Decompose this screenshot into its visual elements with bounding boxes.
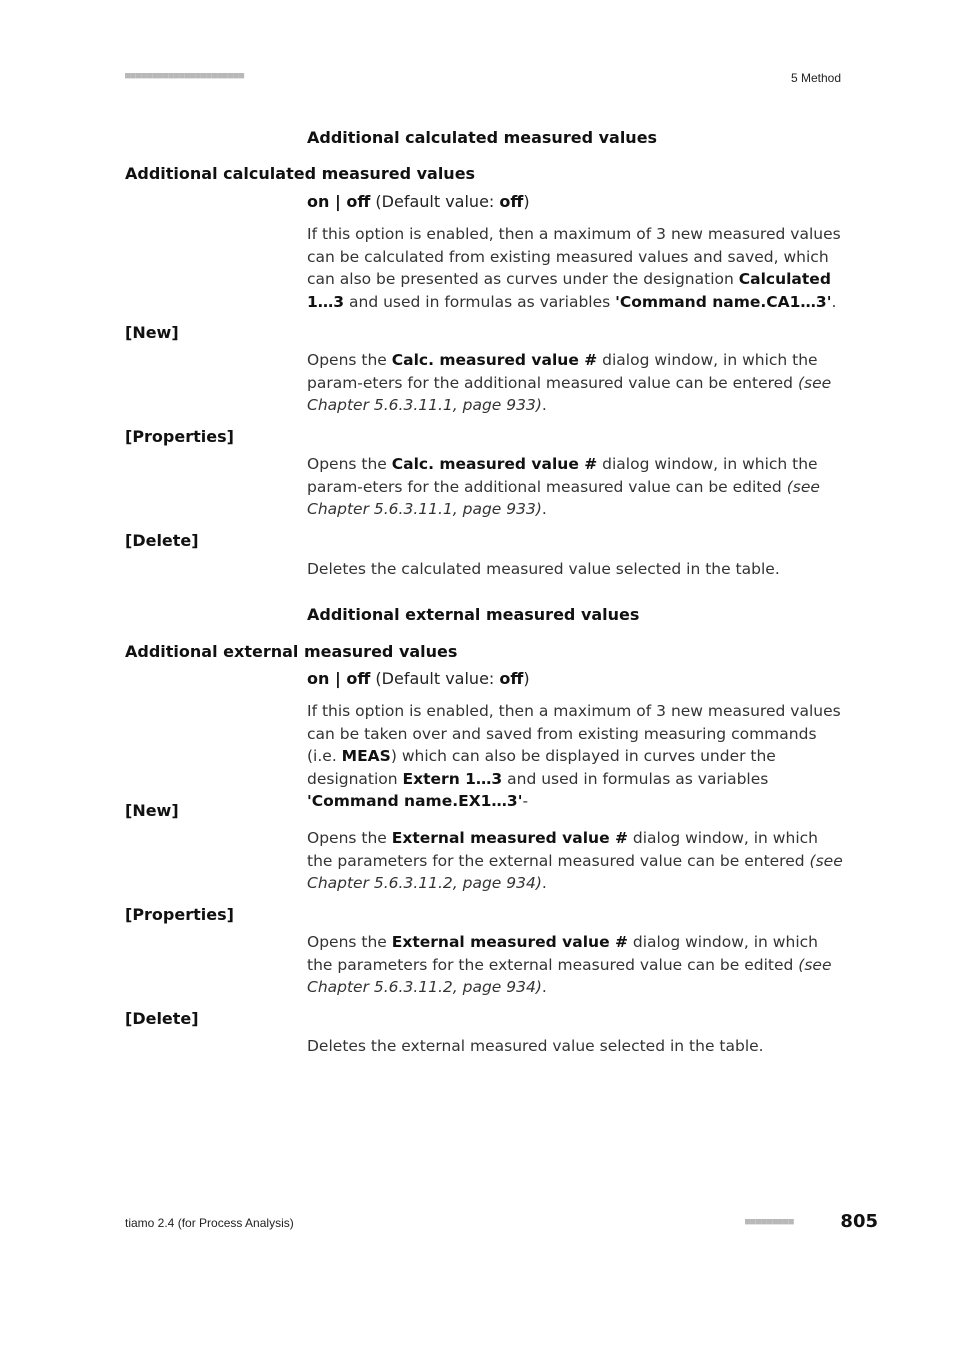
param-desc-properties-calculated: Opens the Calc. measured value # dialog window, in which the param-eters for the additional measured value can be edited (see Chapter 5.6.3.11.1, page 933). xyxy=(307,455,820,519)
param-desc-delete-external: Deletes the external measured value selected in the table. xyxy=(307,1037,764,1055)
param-desc-properties-external: Opens the External measured value # dialog window, in which the parameters for the external measured value can be edited (see Chapter 5.6.3.11.2, page 934). xyxy=(307,933,832,997)
footer-decoration: ■■■■■■■■■ xyxy=(745,1217,794,1227)
header-decoration: ■■■■■■■■■■■■■■■■■■■■■■ xyxy=(125,71,245,81)
param-value-calculated: on | off (Default value: off) xyxy=(307,192,530,211)
param-desc-new-external: Opens the External measured value # dialog window, in which the parameters for the external measured value can be entered (see Chapter 5.6.3.11.2, page 934). xyxy=(307,829,843,893)
param-properties-calculated: [Properties] xyxy=(125,427,234,446)
param-delete-external: [Delete] xyxy=(125,1009,199,1028)
footer-product: tiamo 2.4 (for Process Analysis) xyxy=(125,1216,294,1230)
param-new-calculated: [New] xyxy=(125,323,179,342)
param-desc-new-calculated: Opens the Calc. measured value # dialog window, in which the param-eters for the additional measured value can be entered (see Chapter 5.6.3.11.1, page 933). xyxy=(307,351,832,415)
param-value-external: on | off (Default value: off) xyxy=(307,669,530,688)
param-calculated-values: Additional calculated measured values xyxy=(125,164,476,183)
param-properties-external: [Properties] xyxy=(125,905,234,924)
param-desc-calculated: If this option is enabled, then a maximum of 3 new measured values can be calculated from existing measured values and saved, which can also be presented as curves under the designation Calculated 1…3 and used in formulas as variables 'Command name.CA1…3'. xyxy=(307,225,841,311)
param-new-external: [New] xyxy=(125,801,179,820)
section-title-calculated: Additional calculated measured values xyxy=(307,128,658,147)
page-number: 805 xyxy=(840,1211,878,1232)
param-desc-delete-calculated: Deletes the calculated measured value selected in the table. xyxy=(307,560,780,578)
section-title-external: Additional external measured values xyxy=(307,605,640,624)
param-external-values: Additional external measured values xyxy=(125,642,458,661)
param-delete-calculated: [Delete] xyxy=(125,531,199,550)
chapter-label: 5 Method xyxy=(790,71,841,85)
param-desc-external: If this option is enabled, then a maximum of 3 new measured values can be taken over and saved from existing measuring commands (i.e. MEAS) which can also be displayed in curves under the designation Extern 1…3 and used in formulas as variables 'Command name.EX1…3'- xyxy=(307,702,841,811)
